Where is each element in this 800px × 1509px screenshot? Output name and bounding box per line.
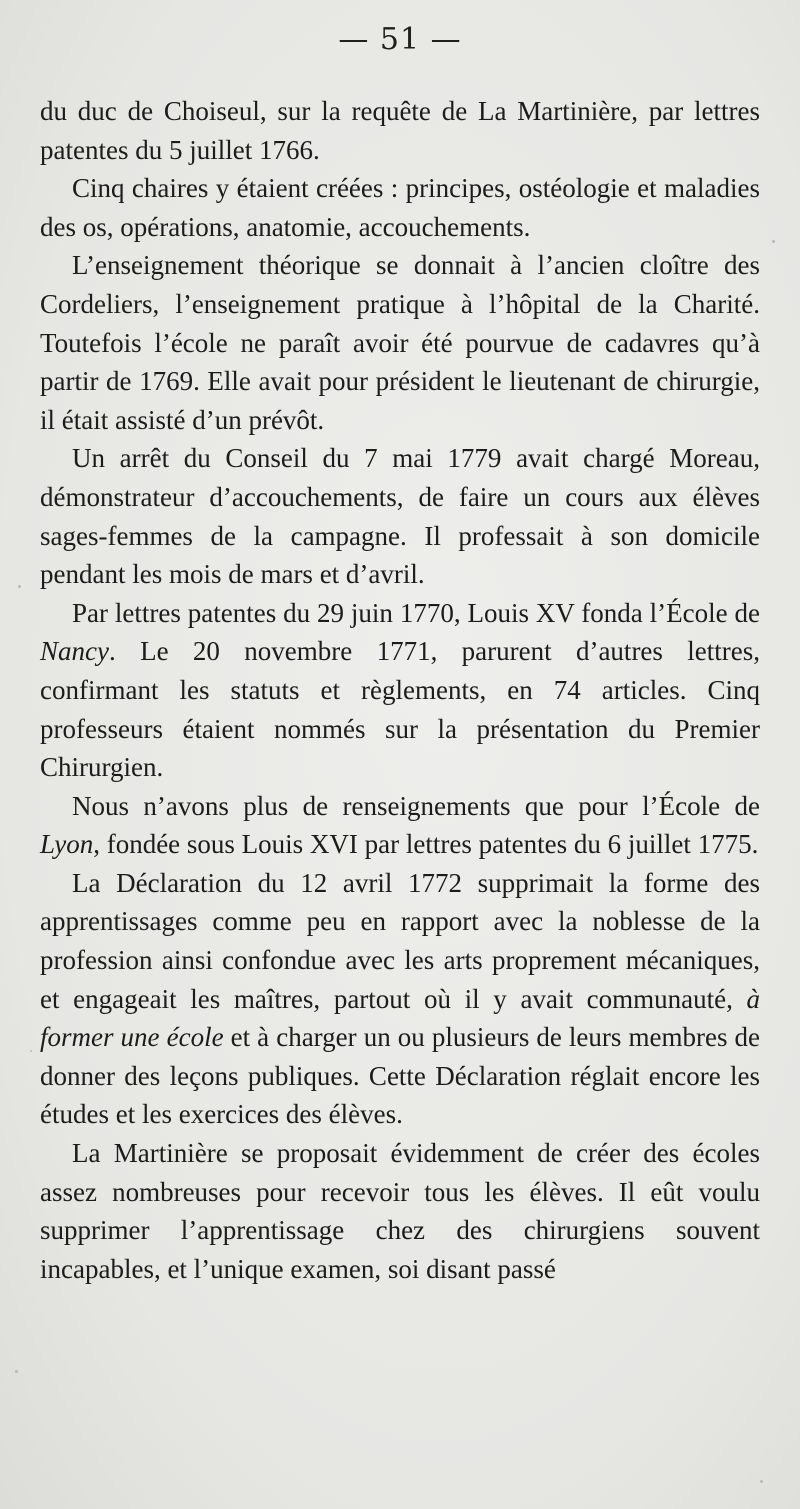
page-number: — 51 — bbox=[338, 22, 462, 57]
paper-speck bbox=[30, 1050, 32, 1052]
body-text bbox=[40, 92, 760, 1288]
text-run: Par lettres patentes du 29 juin 1770, Louis XV fonda l’École de bbox=[72, 597, 760, 628]
paragraph-1 bbox=[40, 92, 760, 169]
text-run: du duc de Choiseul, sur la requête de La Martinière, par lettres patentes du 5 juillet 1766. bbox=[40, 96, 760, 165]
paragraph-7 bbox=[40, 864, 760, 1134]
paragraph-6 bbox=[40, 787, 760, 864]
paper-speck bbox=[15, 1370, 18, 1373]
italic-place-name: Nancy bbox=[40, 636, 109, 667]
text-run: La Martinière se proposait évidemment de créer des écoles assez nombreuses pour recevoir tous les élèves. Il eût voulu supprimer l’apprentissage chez des chirurgiens souvent incapables, et l’unique examen, soi disant passé bbox=[40, 1138, 760, 1284]
text-run: La Déclaration du 12 avril 1772 supprimait la forme des apprentissages comme peu en rapport avec la noblesse de la profession ainsi confondue avec les arts proprement mécaniques, et engageait les maîtres, partout où il y avait communauté, bbox=[40, 867, 760, 1014]
paper-speck bbox=[18, 585, 21, 588]
paper-speck bbox=[772, 240, 775, 243]
text-run: Un arrêt du Conseil du 7 mai 1779 avait chargé Moreau, démonstrateur d’accouchements, de faire un cours aux élèves sages-femmes de la campagne. Il professait à son domicile pendant les mois de mars et d’avril. bbox=[40, 443, 760, 590]
text-run: , fondée sous Louis XVI par lettres patentes du 6 juillet 1775. bbox=[93, 829, 759, 860]
text-run: L’enseignement théorique se donnait à l’ancien cloître des Cordeliers, l’enseignement pratique à l’hôpital de la Charité. Toutefois l’école ne paraît avoir été pourvue de cadavres qu’à partir de 1769. Elle avait pour président le lieutenant de chirurgie, il était assisté d’un prévôt. bbox=[40, 250, 760, 435]
italic-quote: à former une école bbox=[40, 983, 760, 1053]
paper-speck bbox=[760, 1480, 763, 1483]
text-run: . Le 20 novembre 1771, parurent d’autres lettres, confirmant les statuts et règlements, en 74 articles. Cinq professeurs étaient nommés sur la présentation du Premier Chirurgien. bbox=[40, 636, 760, 783]
paragraph-4 bbox=[40, 439, 760, 593]
paragraph-2 bbox=[40, 169, 760, 246]
paragraph-3 bbox=[40, 246, 760, 439]
text-run: Cinq chaires y étaient créées : principes, ostéologie et maladies des os, opérations, anatomie, accouchements. bbox=[40, 173, 760, 242]
text-run: et à charger un ou plusieurs de leurs membres de donner des leçons publiques. Cette Déclaration réglait encore les études et les exercices des élèves. bbox=[40, 1022, 760, 1130]
text-run: Nous n’avons plus de renseignements que pour l’École de bbox=[72, 790, 760, 821]
paragraph-5 bbox=[40, 594, 760, 787]
italic-place-name: Lyon bbox=[40, 829, 94, 860]
paragraph-8 bbox=[40, 1134, 760, 1288]
